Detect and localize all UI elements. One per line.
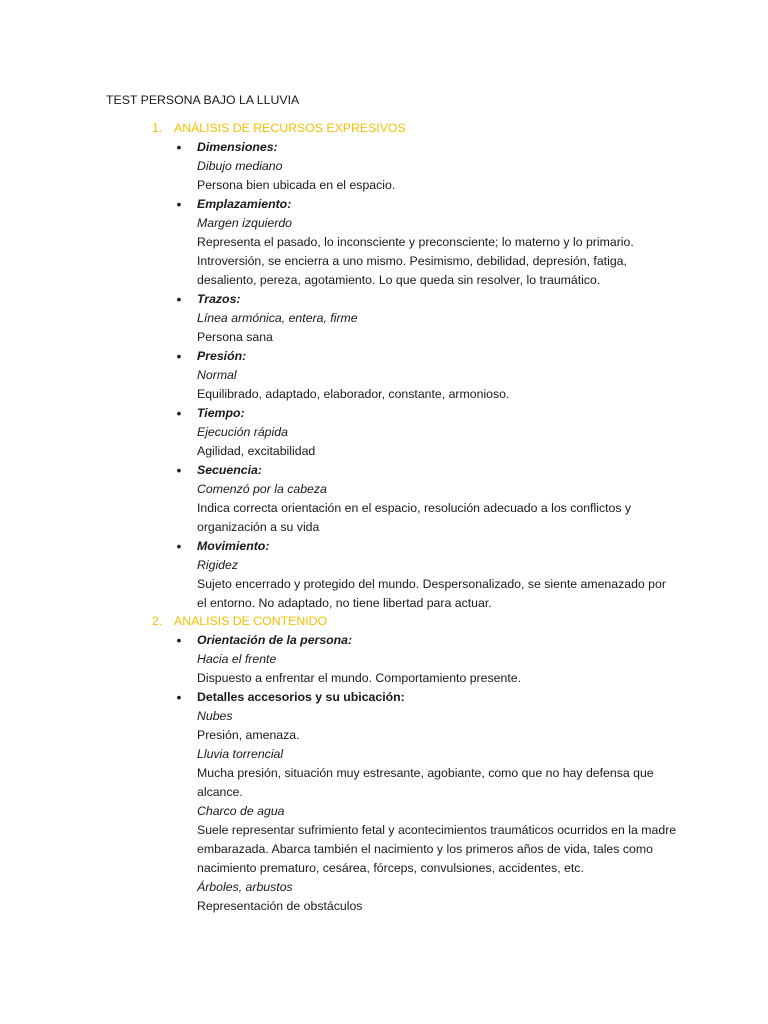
section-title: ANALISIS DE CONTENIDO xyxy=(174,614,328,628)
bullet-icon: • xyxy=(176,196,182,212)
bullet-icon: • xyxy=(176,348,182,364)
item-interpretation: Sujeto encerrado y protegido del mundo. Despersonalizado, se siente amenazado por el entorno. No adaptado, no tiene libertad para actuar. xyxy=(197,577,666,610)
bullet-icon: • xyxy=(176,538,182,554)
item-title: Secuencia: xyxy=(197,463,262,477)
list-item-presion xyxy=(176,347,677,404)
list-item-trazos xyxy=(176,290,677,347)
item-title: Tiempo: xyxy=(197,406,245,420)
bullet-icon: • xyxy=(176,632,182,648)
item-finding: Comenzó por la cabeza xyxy=(197,482,327,496)
item-finding: Hacia el frente xyxy=(197,652,277,666)
item-title: Detalles accesorios y su ubicación: xyxy=(197,690,405,704)
item-interpretation: Presión, amenaza. xyxy=(197,728,300,742)
list-item-orientacion xyxy=(176,631,677,688)
document-title: TEST PERSONA BAJO LA LLUVIA xyxy=(106,93,300,107)
section-title: ANÁLISIS DE RECURSOS EXPRESIVOS xyxy=(174,121,406,135)
item-title: Presión: xyxy=(197,349,247,363)
item-finding: Ejecución rápida xyxy=(197,425,288,439)
bullet-icon: • xyxy=(176,689,182,705)
item-interpretation: Persona bien ubicada en el espacio. xyxy=(197,178,396,192)
item-interpretation: Dispuesto a enfrentar el mundo. Comportamiento presente. xyxy=(197,671,521,685)
item-finding: Margen izquierdo xyxy=(197,216,293,230)
item-interpretation: Representa el pasado, lo inconsciente y preconsciente; lo materno y lo primario. Introversión, se encierra a uno mismo. Pesimismo, debilidad, depresión, fatiga, desaliento, pereza, agotamiento. Lo que queda sin resolver, lo traumático. xyxy=(197,235,634,287)
item-interpretation: Suele representar sufrimiento fetal y acontecimientos traumáticos ocurridos en la madre embarazada. Abarca también el nacimiento y los primeros años de vida, tales como nacimiento prematuro, cesárea, fórceps, convulsiones, accidentes, etc. xyxy=(197,823,677,875)
list-item-detalles-accesorios xyxy=(176,688,677,916)
list-item-dimensiones xyxy=(176,138,677,195)
section-items xyxy=(0,138,768,613)
list-item-secuencia xyxy=(176,461,677,537)
list-item-movimiento xyxy=(176,537,677,613)
item-finding: Rigidez xyxy=(197,558,239,572)
item-finding: Línea armónica, entera, firme xyxy=(197,311,358,325)
item-interpretation: Persona sana xyxy=(197,330,273,344)
item-finding-lluvia: Lluvia torrencial xyxy=(197,747,284,761)
bullet-icon: • xyxy=(176,405,182,421)
section-number: 1. xyxy=(152,121,163,135)
item-interpretation: Representación de obstáculos xyxy=(197,899,363,913)
bullet-icon: • xyxy=(176,139,182,155)
item-title: Emplazamiento: xyxy=(197,197,292,211)
item-interpretation: Agilidad, excitabilidad xyxy=(197,444,316,458)
item-interpretation: Indica correcta orientación en el espacio, resolución adecuado a los conflictos y organización a su vida xyxy=(197,501,632,534)
item-title: Movimiento: xyxy=(197,539,270,553)
item-finding: Normal xyxy=(197,368,237,382)
section-items xyxy=(0,631,768,916)
bullet-icon: • xyxy=(176,462,182,478)
item-finding-charco: Charco de agua xyxy=(197,804,285,818)
item-title: Orientación de la persona: xyxy=(197,633,353,647)
list-item-emplazamiento xyxy=(176,195,677,290)
list-item-tiempo xyxy=(176,404,677,461)
section-number: 2. xyxy=(152,614,163,628)
item-interpretation: Mucha presión, situación muy estresante, agobiante, como que no hay defensa que alcance. xyxy=(197,766,654,799)
item-finding-nubes: Nubes xyxy=(197,709,233,723)
item-title: Trazos: xyxy=(197,292,241,306)
item-title: Dimensiones: xyxy=(197,140,278,154)
bullet-icon: • xyxy=(176,291,182,307)
item-interpretation: Equilibrado, adaptado, elaborador, constante, armonioso. xyxy=(197,387,510,401)
item-finding: Dibujo mediano xyxy=(197,159,283,173)
item-finding-arboles: Árboles, arbustos xyxy=(197,880,293,894)
